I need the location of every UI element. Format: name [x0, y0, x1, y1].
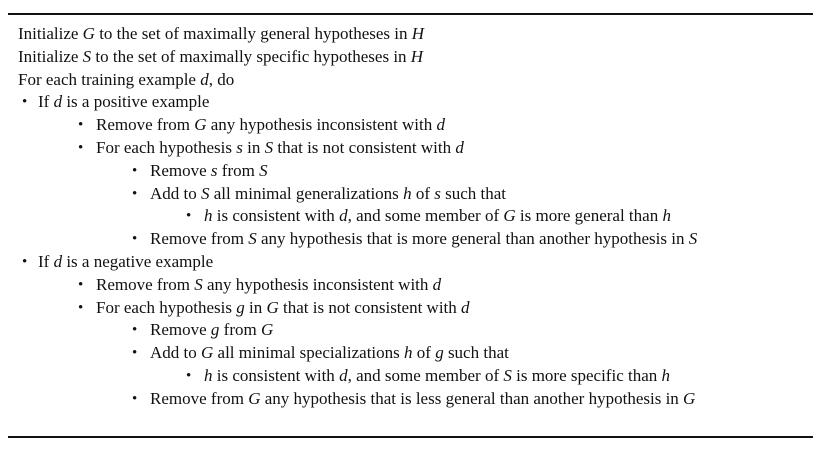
algorithm-line	[18, 91, 808, 114]
line-text: that is not consistent with	[278, 297, 462, 317]
line-text: If	[38, 92, 54, 112]
line-text: such that	[440, 183, 507, 203]
algorithm-line	[18, 137, 808, 160]
math-variable: h	[661, 365, 671, 385]
bullet-icon: •	[132, 162, 138, 179]
math-variable: G	[194, 115, 207, 135]
line-text: Initialize	[18, 24, 83, 43]
math-variable: H	[410, 46, 424, 66]
math-variable: s	[434, 183, 441, 203]
bottom-rule	[8, 436, 813, 438]
line-text: is consistent with	[212, 206, 340, 226]
algorithm-line	[18, 205, 808, 228]
math-variable: d	[339, 365, 348, 385]
line-text: For each hypothesis	[96, 297, 237, 317]
line-text: any hypothesis that is more general than another hypothesis in	[256, 229, 689, 249]
math-variable: d	[339, 206, 348, 226]
top-rule	[8, 13, 813, 15]
line-text: in	[244, 297, 267, 317]
math-variable: g	[210, 320, 220, 340]
math-variable: s	[210, 160, 218, 180]
algorithm-line	[18, 114, 808, 137]
math-variable: h	[403, 183, 412, 203]
line-text: from	[217, 160, 260, 180]
line-text: If	[38, 251, 54, 271]
bullet-icon: •	[132, 390, 138, 407]
algorithm-line	[18, 183, 808, 206]
line-text: Add to	[150, 343, 201, 363]
math-variable: S	[688, 229, 698, 249]
bullet-icon: •	[132, 185, 138, 202]
bullet-icon: •	[78, 299, 84, 316]
math-variable: h	[204, 206, 213, 226]
math-variable: G	[683, 388, 696, 408]
algorithm-line	[18, 69, 808, 92]
line-text: from	[219, 320, 261, 340]
math-variable: S	[194, 274, 203, 294]
line-text: all minimal specializations	[213, 343, 405, 363]
bullet-icon: •	[78, 139, 84, 156]
math-variable: h	[662, 206, 671, 226]
line-text: Add to	[150, 183, 201, 203]
line-text: any hypothesis inconsistent with	[206, 115, 437, 135]
bullet-icon: •	[132, 345, 138, 362]
line-text: For each hypothesis	[96, 137, 237, 157]
algorithm-line	[18, 297, 808, 320]
algorithm-line	[18, 46, 808, 69]
line-text: in	[242, 137, 265, 157]
line-text: For each training example	[18, 69, 201, 89]
algorithm-line	[18, 342, 808, 365]
math-variable: h	[204, 365, 213, 385]
line-text: is more specific than	[511, 365, 662, 385]
math-variable: H	[411, 24, 425, 43]
math-variable: G	[260, 320, 274, 340]
bullet-icon: •	[78, 117, 84, 134]
math-variable: S	[259, 160, 268, 180]
line-text: to the set of maximally general hypotheses in	[94, 24, 412, 43]
math-variable: d	[455, 137, 464, 157]
bullet-icon: •	[132, 231, 138, 248]
math-variable: g	[236, 297, 245, 317]
math-variable: G	[82, 24, 95, 43]
bullet-icon: •	[22, 253, 28, 270]
math-variable: h	[404, 343, 413, 363]
line-text: Remove from	[96, 115, 195, 135]
bullet-icon: •	[22, 94, 28, 111]
line-text: all minimal generalizations	[209, 183, 404, 203]
algorithm-line	[18, 251, 808, 274]
math-variable: S	[264, 137, 274, 157]
line-text: Remove from	[150, 388, 249, 408]
math-variable: d	[53, 92, 63, 112]
bullet-icon: •	[132, 322, 138, 339]
line-text: Remove from	[150, 229, 249, 249]
math-variable: S	[82, 46, 92, 66]
line-text: Remove	[150, 320, 211, 340]
line-text: any hypothesis that is less general than another hypothesis in	[260, 388, 684, 408]
math-variable: d	[461, 297, 470, 317]
algorithm-block	[18, 23, 808, 411]
math-variable: G	[266, 297, 279, 317]
bullet-icon: •	[186, 208, 192, 225]
line-text: is consistent with	[212, 365, 340, 385]
algorithm-line	[18, 388, 808, 411]
line-text: is a negative example	[62, 251, 214, 271]
line-text: , and some member of	[347, 365, 504, 385]
algorithm-line	[18, 228, 808, 251]
algorithm-line	[18, 160, 808, 183]
line-text: any hypothesis inconsistent with	[202, 274, 433, 294]
line-text: Remove from	[96, 274, 195, 294]
line-text: , and some member of	[347, 206, 504, 226]
algorithm-line	[18, 365, 808, 388]
math-variable: g	[435, 343, 444, 363]
math-variable: S	[201, 183, 210, 203]
algorithm-line	[18, 23, 808, 46]
math-variable: G	[503, 206, 516, 226]
line-text: , do	[208, 69, 235, 89]
math-variable: d	[200, 69, 209, 89]
line-text: to the set of maximally specific hypotheses in	[91, 46, 411, 66]
math-variable: G	[201, 343, 214, 363]
math-variable: S	[503, 365, 512, 385]
line-text: is more general than	[515, 206, 663, 226]
math-variable: G	[248, 388, 261, 408]
math-variable: d	[432, 274, 442, 294]
line-text: Remove	[150, 160, 211, 180]
line-text: Initialize	[18, 46, 83, 66]
algorithm-line	[18, 319, 808, 342]
algorithm-line	[18, 274, 808, 297]
line-text: that is not consistent with	[273, 137, 456, 157]
line-text: is a positive example	[62, 92, 210, 112]
line-text: of	[411, 183, 435, 203]
math-variable: d	[53, 251, 63, 271]
bullet-icon: •	[78, 276, 84, 293]
math-variable: S	[248, 229, 257, 249]
line-text: such that	[443, 343, 509, 363]
math-variable: s	[236, 137, 243, 157]
bullet-icon: •	[186, 367, 192, 384]
line-text: of	[412, 343, 436, 363]
math-variable: d	[436, 115, 445, 135]
